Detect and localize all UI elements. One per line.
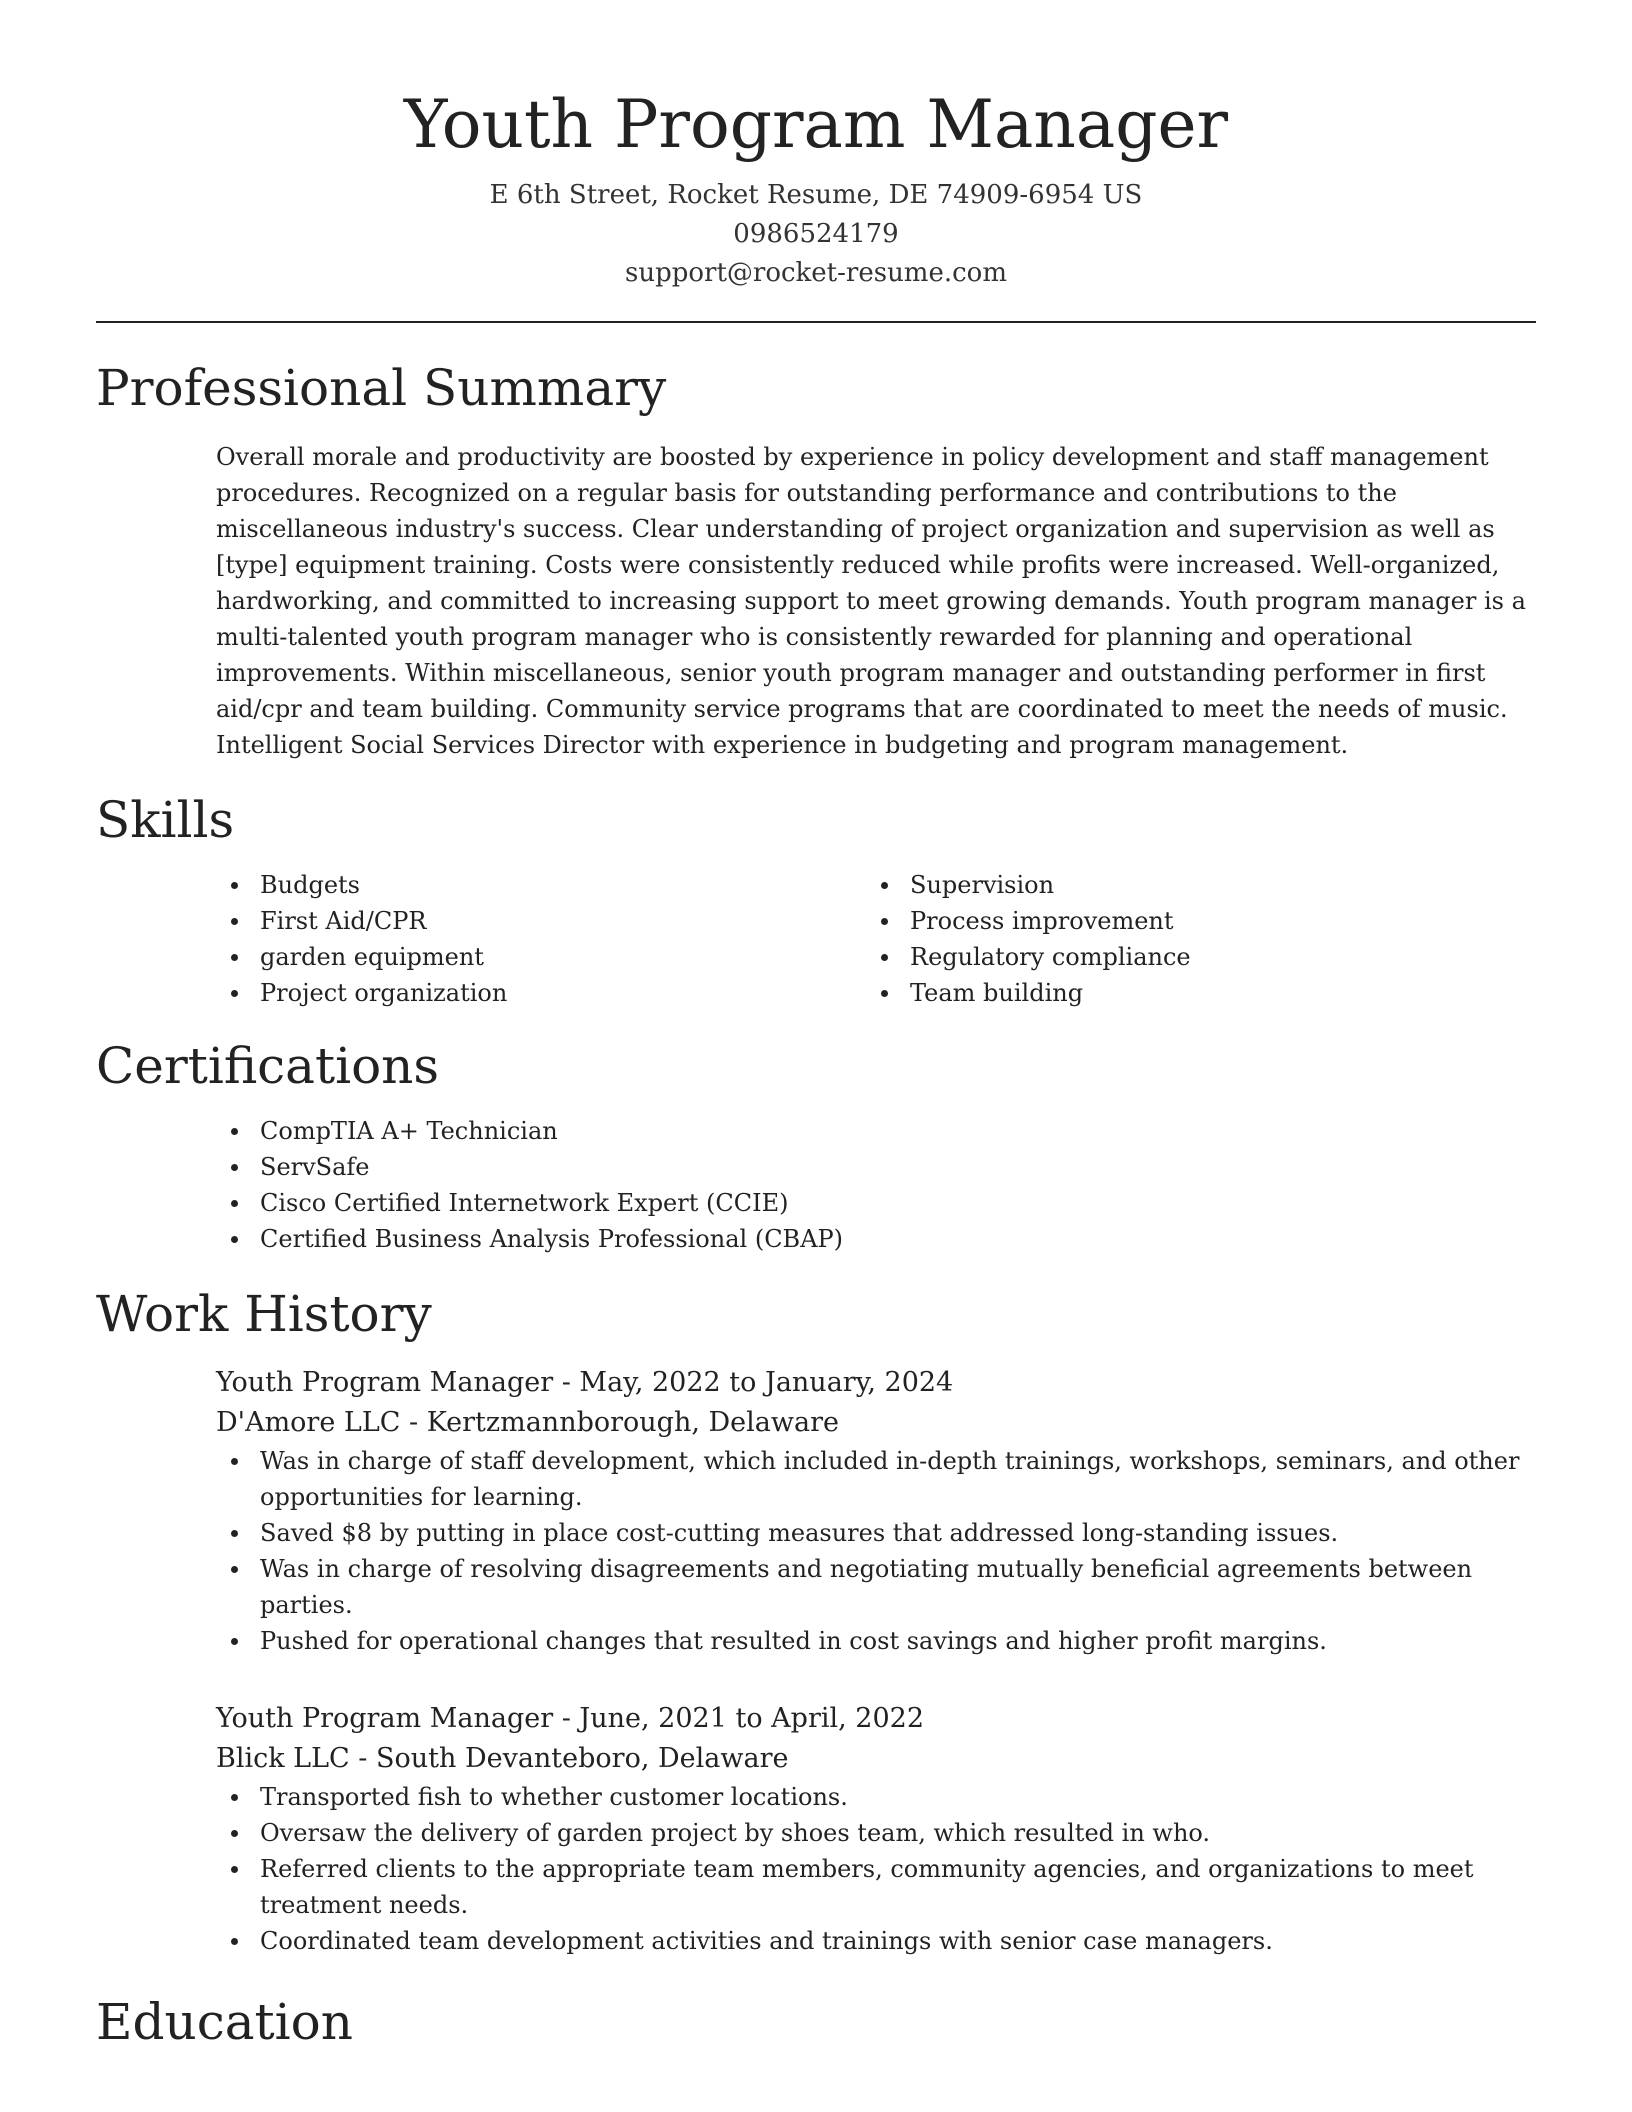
certifications-list — [216, 1113, 1536, 1257]
certifications-heading: Certifications — [96, 1037, 440, 1095]
skill-item: Budgets — [216, 867, 866, 903]
education-heading: Education — [96, 1993, 353, 2051]
skills-heading: Skills — [96, 791, 235, 849]
job-duty-item: Was in charge of resolving disagreements and negotiating mutually beneficial agreements between parties. — [216, 1551, 1536, 1623]
job-duty-item: Coordinated team development activities and trainings with senior case managers. — [216, 1923, 1536, 1959]
contact-block — [0, 176, 1632, 293]
skill-item: Team building — [866, 975, 1516, 1011]
work-history-heading: Work History — [96, 1285, 432, 1343]
skills-column-left — [216, 867, 866, 1011]
job-duty-item: Pushed for operational changes that resulted in cost savings and higher profit margins. — [216, 1623, 1536, 1659]
header-divider — [96, 321, 1536, 323]
job-duties-list — [216, 1779, 1536, 1959]
certification-item: Certified Business Analysis Professional (CBAP) — [216, 1221, 1536, 1257]
job-duty-item: Was in charge of staff development, which included in-depth trainings, workshops, seminars, and other opportunities for learning. — [216, 1443, 1536, 1515]
certifications-block — [216, 1113, 1536, 1257]
summary-text: Overall morale and productivity are boosted by experience in policy development and staff management procedures. Recognized on a regular basis for outstanding performance and contributions to the miscellaneous industry's success. Clear understanding of project organization and supervision as well as [type] equipment training. Costs were consistently reduced while profits were increased. Well-organized, hardworking, and committed to increasing support to meet growing demands. Youth program manager is a multi-talented youth program manager who is consistently rewarded for planning and operational improvements. Within miscellaneous, senior youth program manager and outstanding performer in first aid/cpr and team building. Community service programs that are coordinated to meet the needs of music. Intelligent Social Services Director with experience in budgeting and program management. — [216, 443, 1526, 759]
skill-item: Supervision — [866, 867, 1516, 903]
contact-phone: 0986524179 — [733, 219, 899, 249]
certification-item: ServSafe — [216, 1149, 1536, 1185]
job-duty-item: Transported fish to whether customer locations. — [216, 1779, 1536, 1815]
job-entry — [216, 1699, 1536, 1959]
skills-list-right — [866, 867, 1516, 1011]
job-duty-item: Oversaw the delivery of garden project by shoes team, which resulted in who. — [216, 1815, 1536, 1851]
skills-column-right — [866, 867, 1516, 1011]
job-company-line: D'Amore LLC - Kertzmannborough, Delaware — [216, 1407, 839, 1438]
certification-item: CompTIA A+ Technician — [216, 1113, 1536, 1149]
job-duties-list — [216, 1443, 1536, 1659]
skills-grid — [216, 867, 1536, 1011]
contact-address: E 6th Street, Rocket Resume, DE 74909-6954 US — [489, 180, 1143, 210]
job-company-line: Blick LLC - South Devanteboro, Delaware — [216, 1743, 789, 1774]
job-title-line: Youth Program Manager - June, 2021 to April, 2022 — [216, 1703, 924, 1734]
skill-item: Project organization — [216, 975, 866, 1011]
skill-item: garden equipment — [216, 939, 866, 975]
resume-title: Youth Program Manager — [403, 86, 1229, 163]
contact-email: support@rocket-resume.com — [624, 258, 1007, 288]
certification-item: Cisco Certified Internetwork Expert (CCIE) — [216, 1185, 1536, 1221]
skill-item: Regulatory compliance — [866, 939, 1516, 975]
resume-header — [0, 0, 1632, 293]
job-title-line: Youth Program Manager - May, 2022 to January, 2024 — [216, 1367, 954, 1398]
job-entry — [216, 1363, 1536, 1659]
summary-heading: Professional Summary — [96, 359, 667, 417]
job-duty-item: Saved $8 by putting in place cost-cutting measures that addressed long-standing issues. — [216, 1515, 1536, 1551]
job-duty-item: Referred clients to the appropriate team members, community agencies, and organizations to meet treatment needs. — [216, 1851, 1536, 1923]
skill-item: First Aid/CPR — [216, 903, 866, 939]
skills-list-left — [216, 867, 866, 1011]
skill-item: Process improvement — [866, 903, 1516, 939]
